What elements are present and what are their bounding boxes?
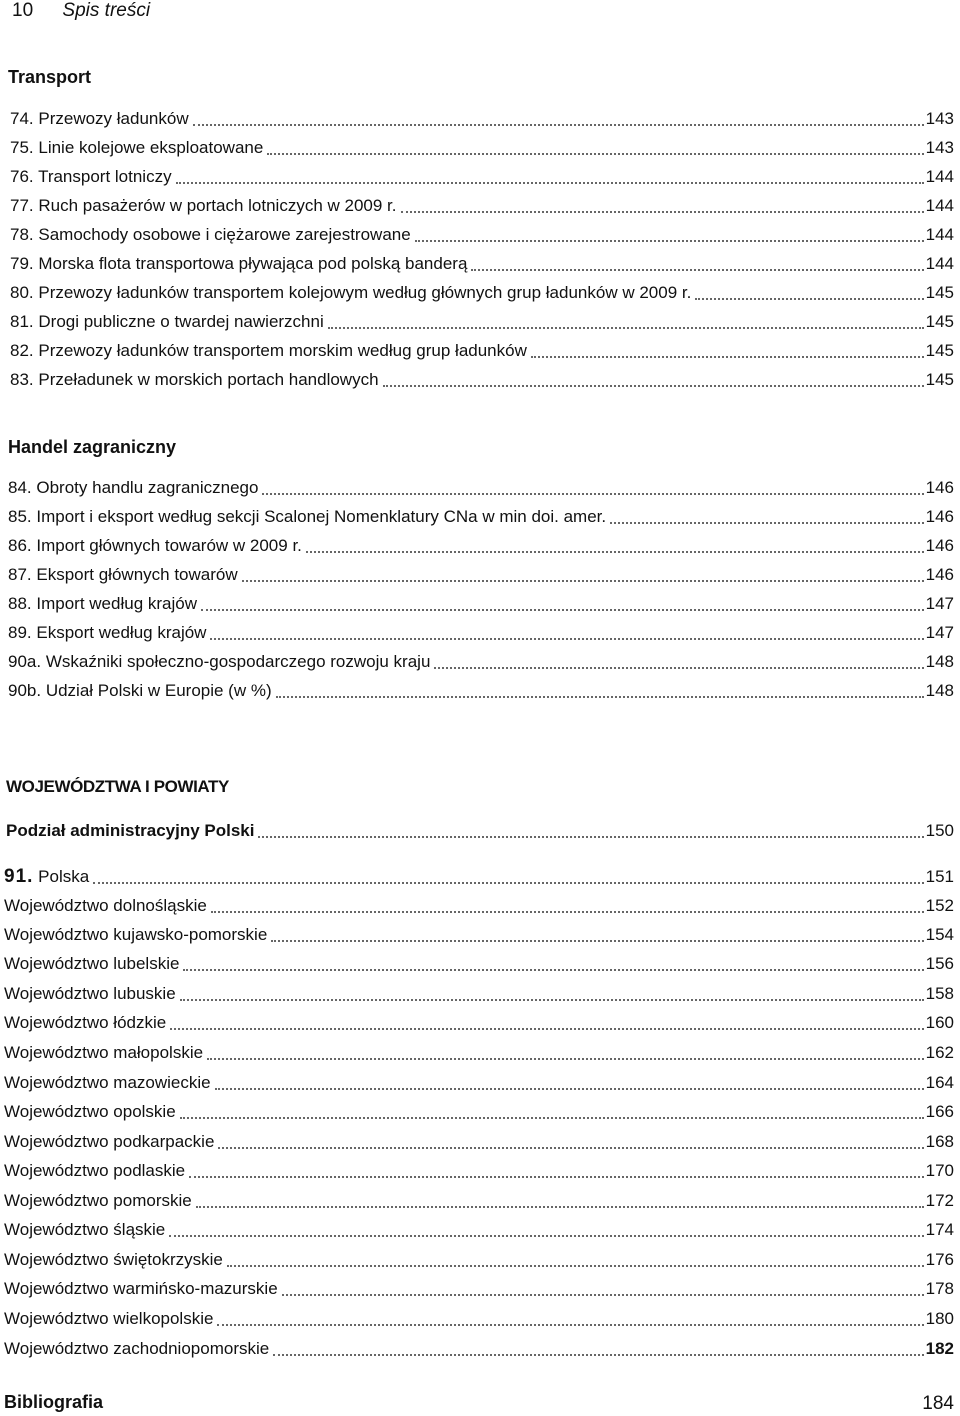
entry-label: Podział administracyjny Polski <box>6 821 255 840</box>
entry-label: Województwo małopolskie <box>4 1043 204 1062</box>
dot-leader <box>207 1057 924 1060</box>
toc-entry-91-poland[interactable] <box>4 864 954 888</box>
section-heading-transport: Transport <box>8 67 92 87</box>
entry-page: 170 <box>925 1161 954 1180</box>
entry-page: 160 <box>925 1013 954 1032</box>
entry-label: 82. Przewozy ładunków transportem morskim według grup ładunków <box>10 341 527 360</box>
toc-entry-75[interactable] <box>10 135 954 159</box>
toc-entry-voivodeship[interactable] <box>4 1306 954 1330</box>
dot-leader <box>306 550 924 553</box>
entry-page: 147 <box>925 623 954 642</box>
toc-entry-voivodeship[interactable] <box>4 1040 954 1064</box>
dot-leader <box>434 666 923 669</box>
toc-entry-80[interactable] <box>10 280 954 304</box>
entry-label: 89. Eksport według krajów <box>8 623 207 642</box>
toc-entry-77[interactable] <box>10 193 954 217</box>
toc-entry-bibliography[interactable] <box>4 1390 954 1416</box>
toc-entry-administrative-division[interactable] <box>6 818 954 842</box>
toc-entry-voivodeship[interactable] <box>4 1336 954 1360</box>
dot-leader <box>267 152 923 155</box>
entry-page: 164 <box>925 1073 954 1092</box>
entry-page: 150 <box>925 821 954 840</box>
entry-label: 90b. Udział Polski w Europie (w %) <box>8 681 272 700</box>
dot-leader <box>242 579 924 582</box>
dot-leader <box>271 939 923 942</box>
dot-leader <box>328 326 924 329</box>
toc-entry-84[interactable] <box>8 475 954 499</box>
entry-page: 145 <box>925 283 954 302</box>
dot-leader <box>201 608 924 611</box>
dot-leader <box>273 1353 923 1356</box>
entry-label: Województwo mazowieckie <box>4 1073 211 1092</box>
toc-entry-voivodeship[interactable] <box>4 1099 954 1123</box>
entry-page: 144 <box>925 167 954 186</box>
entry-page: 146 <box>925 507 954 526</box>
dot-leader <box>383 384 924 387</box>
toc-entry-74[interactable] <box>10 106 954 130</box>
entry-label: 79. Morska flota transportowa pływająca pod polską banderą <box>10 254 468 273</box>
entry-label: Województwo opolskie <box>4 1102 176 1121</box>
toc-entry-voivodeship[interactable] <box>4 1129 954 1153</box>
entry-label: 76. Transport lotniczy <box>10 167 172 186</box>
entry-label: 83. Przeładunek w morskich portach handlowych <box>10 370 379 389</box>
dot-leader <box>170 1027 923 1030</box>
entry-page: 176 <box>925 1250 954 1269</box>
entry-label: 80. Przewozy ładunków transportem kolejowym według głównych grup ładunków w 2009 r. <box>10 283 692 302</box>
toc-entry-voivodeship[interactable] <box>4 1188 954 1212</box>
dot-leader <box>193 123 924 126</box>
dot-leader <box>176 181 924 184</box>
toc-entry-90a[interactable] <box>8 649 954 673</box>
entry-page: 147 <box>925 594 954 613</box>
dot-leader <box>262 492 923 495</box>
dot-leader <box>180 1116 924 1119</box>
toc-entry-76[interactable] <box>10 164 954 188</box>
entry-page: 145 <box>925 370 954 389</box>
toc-entry-90b[interactable] <box>8 678 954 702</box>
dot-leader <box>258 835 923 838</box>
entry-label: 88. Import według krajów <box>8 594 197 613</box>
toc-entry-85[interactable] <box>8 504 954 528</box>
entry-page: 154 <box>925 925 954 944</box>
toc-entry-87[interactable] <box>8 562 954 586</box>
entry-label: 91. Polska <box>4 866 90 887</box>
entry-label: Województwo podlaskie <box>4 1161 186 1180</box>
toc-entry-82[interactable] <box>10 338 954 362</box>
toc-entry-83[interactable] <box>10 367 954 391</box>
entry-label: 74. Przewozy ładunków <box>10 109 189 128</box>
toc-entry-voivodeship[interactable] <box>4 893 954 917</box>
entry-page: 146 <box>925 478 954 497</box>
entry-page: 146 <box>925 536 954 555</box>
dot-leader <box>211 910 924 913</box>
dot-leader <box>695 297 923 300</box>
entry-page: 143 <box>925 109 954 128</box>
dot-leader <box>531 355 924 358</box>
entry-page: 145 <box>925 341 954 360</box>
entry-label: 77. Ruch pasażerów w portach lotniczych w 2009 r. <box>10 196 397 215</box>
dot-leader <box>415 239 924 242</box>
toc-entry-89[interactable] <box>8 620 954 644</box>
dot-leader <box>189 1175 924 1178</box>
entry-label: Województwo zachodniopomorskie <box>4 1339 270 1358</box>
entry-page: 178 <box>925 1279 954 1298</box>
toc-entry-voivodeship[interactable] <box>4 1276 954 1300</box>
dot-leader <box>401 210 924 213</box>
entry-page: 158 <box>925 984 954 1003</box>
entry-page: 184 <box>922 1393 954 1414</box>
entry-label: 75. Linie kolejowe eksploatowane <box>10 138 264 157</box>
dot-leader <box>218 1146 923 1149</box>
toc-entry-voivodeship[interactable] <box>4 1247 954 1271</box>
entry-page: 144 <box>925 254 954 273</box>
entry-page: 166 <box>925 1102 954 1121</box>
toc-entry-voivodeship[interactable] <box>4 951 954 975</box>
dot-leader <box>610 521 924 524</box>
entry-label: Województwo dolnośląskie <box>4 896 207 915</box>
entry-label: 86. Import głównych towarów w 2009 r. <box>8 536 302 555</box>
entry-label: Województwo kujawsko-pomorskie <box>4 925 268 944</box>
entry-page: 182 <box>925 1339 954 1358</box>
entry-label: 84. Obroty handlu zagranicznego <box>8 478 259 497</box>
entry-page: 156 <box>925 954 954 973</box>
toc-entry-78[interactable] <box>10 222 954 246</box>
toc-entry-88[interactable] <box>8 591 954 615</box>
entry-label: 85. Import i eksport według sekcji Scalonej Nomenklatury CNa w min doi. amer. <box>8 507 607 526</box>
entry-page: 144 <box>925 225 954 244</box>
page-number: 10 <box>12 0 34 21</box>
dot-leader <box>282 1293 924 1296</box>
running-title: Spis treści <box>62 0 151 21</box>
toc-entry-voivodeship[interactable] <box>4 1217 954 1241</box>
dot-leader <box>196 1205 924 1208</box>
entry-label: 87. Eksport głównych towarów <box>8 565 238 584</box>
dot-leader <box>227 1264 924 1267</box>
entry-page: 145 <box>925 312 954 331</box>
entry-page: 174 <box>925 1220 954 1239</box>
dot-leader <box>276 695 924 698</box>
entry-label: Bibliografia <box>4 1392 104 1412</box>
entry-page: 143 <box>925 138 954 157</box>
entry-page: 148 <box>925 652 954 671</box>
toc-entry-voivodeship[interactable] <box>4 1158 954 1182</box>
entry-label: 81. Drogi publiczne o twardej nawierzchni <box>10 312 324 331</box>
page-header <box>12 0 150 22</box>
toc-entry-voivodeship[interactable] <box>4 1070 954 1094</box>
section-heading-voivodeships: WOJEWÓDZTWA I POWIATY <box>6 777 229 796</box>
entry-label: 90a. Wskaźniki społeczno-gospodarczego rozwoju kraju <box>8 652 431 671</box>
entry-label: Województwo pomorskie <box>4 1191 192 1210</box>
toc-entry-81[interactable] <box>10 309 954 333</box>
toc-entry-voivodeship[interactable] <box>4 922 954 946</box>
dot-leader <box>471 268 923 271</box>
entry-label: Województwo warmińsko-mazurskie <box>4 1279 278 1298</box>
entry-label: Województwo śląskie <box>4 1220 166 1239</box>
entry-page: 172 <box>925 1191 954 1210</box>
toc-entry-79[interactable] <box>10 251 954 275</box>
entry-label: Województwo świętokrzyskie <box>4 1250 223 1269</box>
dot-leader <box>210 637 923 640</box>
entry-label: Województwo wielkopolskie <box>4 1309 214 1328</box>
dot-leader <box>183 968 923 971</box>
entry-page: 168 <box>925 1132 954 1151</box>
dot-leader <box>217 1323 923 1326</box>
entry-page: 151 <box>925 867 954 886</box>
toc-entry-voivodeship[interactable] <box>4 1010 954 1034</box>
entry-page: 180 <box>925 1309 954 1328</box>
entry-label: Województwo lubelskie <box>4 954 180 973</box>
dot-leader <box>169 1234 923 1237</box>
entry-page: 148 <box>925 681 954 700</box>
entry-label: Województwo podkarpackie <box>4 1132 215 1151</box>
entry-page: 146 <box>925 565 954 584</box>
entry-label: 78. Samochody osobowe i ciężarowe zarejestrowane <box>10 225 411 244</box>
toc-entry-86[interactable] <box>8 533 954 557</box>
dot-leader <box>180 998 924 1001</box>
entry-page: 152 <box>925 896 954 915</box>
dot-leader <box>215 1087 924 1090</box>
entry-page: 162 <box>925 1043 954 1062</box>
dot-leader <box>93 881 923 884</box>
section-heading-trade: Handel zagraniczny <box>8 437 177 457</box>
toc-entry-voivodeship[interactable] <box>4 981 954 1005</box>
entry-label: Województwo łódzkie <box>4 1013 167 1032</box>
entry-label: Województwo lubuskie <box>4 984 176 1003</box>
entry-page: 144 <box>925 196 954 215</box>
